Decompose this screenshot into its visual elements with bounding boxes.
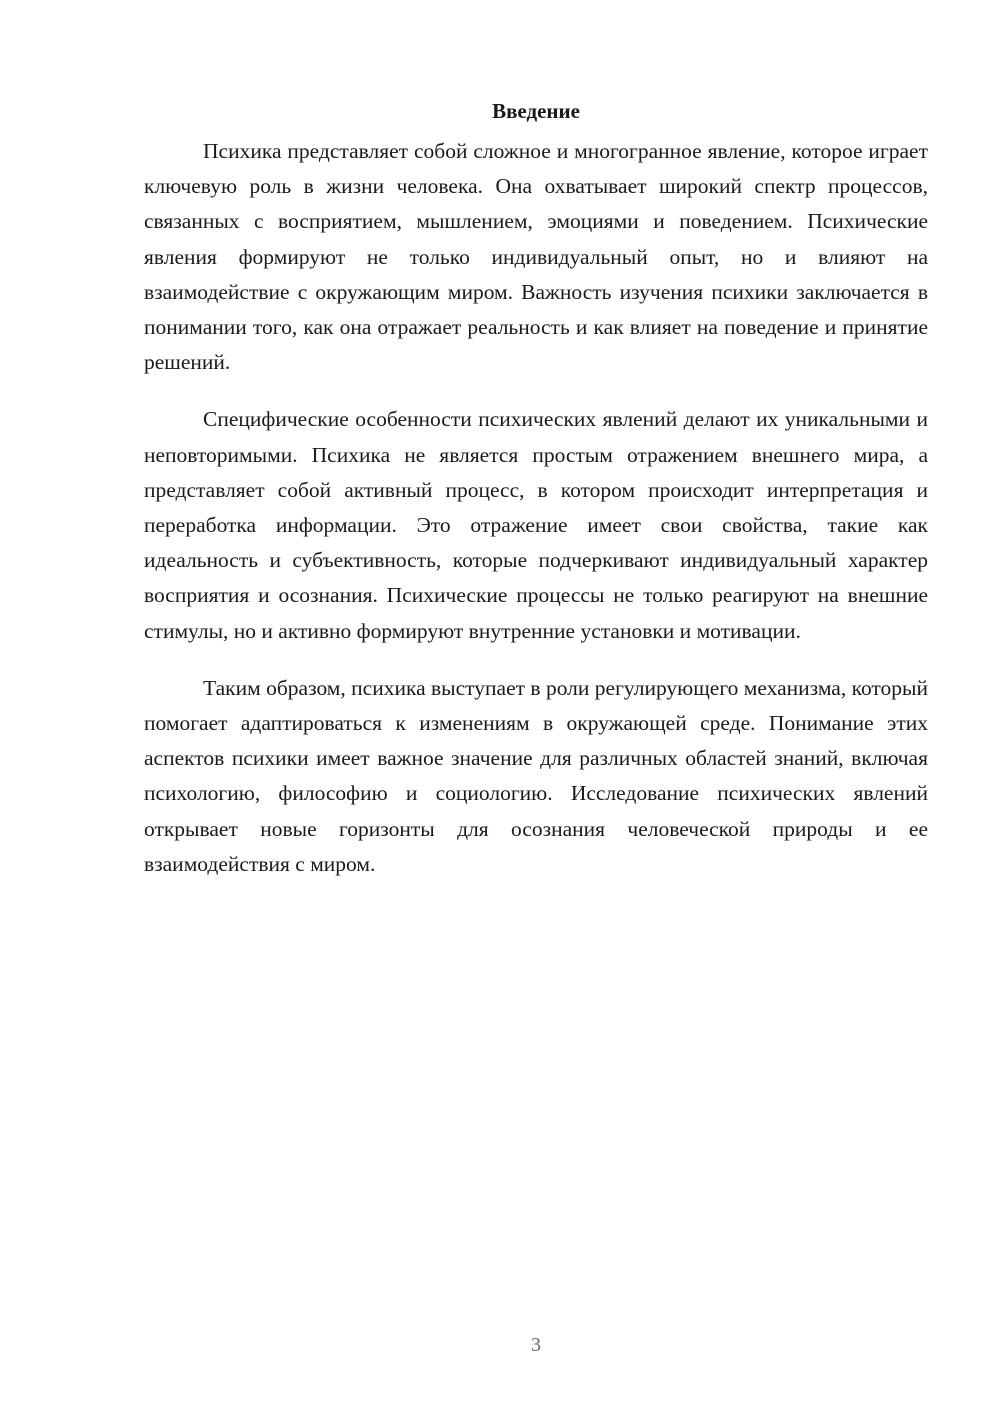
paragraph: Таким образом, психика выступает в роли регулирующего механизма, который помогает адаптироваться к изменениям в окружающей среде. Понимание этих аспектов психики имеет важное значение для различных областей знаний, включая психологию, философию и социологию. Исследование психических явлений открывает новые горизонты для осознания человеческой природы и ее взаимодействия с миром. (144, 675, 928, 876)
paragraph: Психика представляет собой сложное и многогранное явление, которое играет ключевую роль в жизни человека. Она охватывает широкий спектр процессов, связанных с восприятием, мышлением, эмоциями и поведением. Психические явления формируют не только индивидуальный опыт, но и влияют на взаимодействие с окружающим миром. Важность изучения психики заключается в понимании того, как она отражает реальность и как влияет на поведение и принятие решений. (144, 139, 928, 375)
section-heading: Введение (492, 99, 580, 123)
paragraph: Специфические особенности психических явлений делают их уникальными и неповторимыми. Психика не является простым отражением внешнего мира, а представляет собой активный процесс, в котором происходит интерпретация и переработка информации. Это отражение имеет свои свойства, такие как идеальность и субъективность, которые подчеркивают индивидуальный характер восприятия и осознания. Психические процессы не только реагируют на внешние стимулы, но и активно формируют внутренние установки и мотивации. (144, 407, 928, 643)
page-content (144, 96, 928, 904)
page-number: 3 (531, 1334, 541, 1356)
